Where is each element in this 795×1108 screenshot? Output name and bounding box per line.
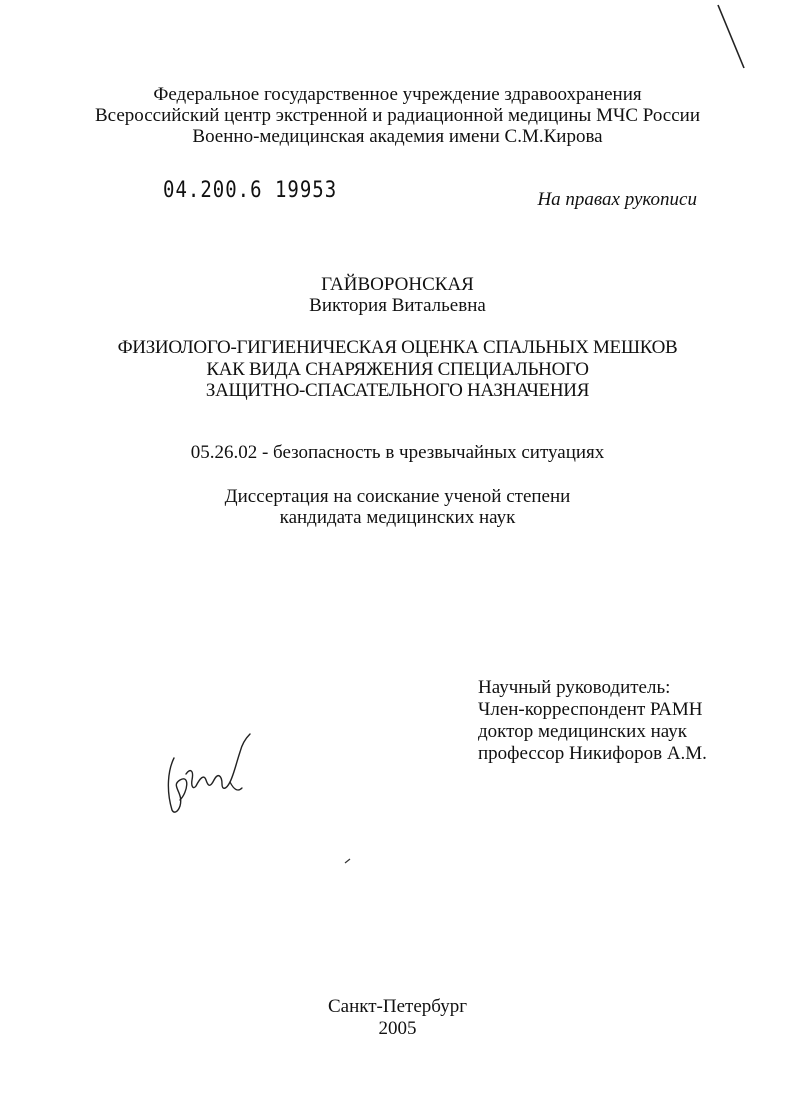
supervisor-role: Научный руководитель: — [478, 677, 671, 698]
thesis-title-line-2: КАК ВИДА СНАРЯЖЕНИЯ СПЕЦИАЛЬНОГО — [206, 359, 589, 380]
dissertation-line-2: кандидата медицинских наук — [279, 507, 516, 528]
institution-line-2: Всероссийский центр экстренной и радиационной медицины МЧС России — [94, 105, 701, 126]
rights-note: На правах рукописи — [537, 189, 697, 210]
institution-line-1: Федеральное государственное учреждение здравоохранения — [153, 84, 642, 105]
registration-stamp: 04.200.6 19953 — [163, 177, 338, 203]
dissertation-line-1: Диссертация на соискание ученой степени — [224, 486, 571, 507]
specialty-code: 05.26.02 - безопасность в чрезвычайных ситуациях — [190, 442, 605, 463]
thesis-title-line-1: ФИЗИОЛОГО-ГИГИЕНИЧЕСКАЯ ОЦЕНКА СПАЛЬНЫХ МЕШКОВ — [117, 337, 678, 358]
scan-mark-line — [715, 2, 755, 72]
author-given-names: Виктория Витальевна — [309, 295, 486, 316]
thesis-title-line-3: ЗАЩИТНО-СПАСАТЕЛЬНОГО НАЗНАЧЕНИЯ — [205, 380, 590, 401]
author-surname: ГАЙВОРОНСКАЯ — [321, 274, 474, 295]
institution-line-3: Военно-медицинская академия имени С.М.Кирова — [192, 126, 603, 147]
supervisor-name: профессор Никифоров А.М. — [478, 743, 707, 764]
supervisor-degree: доктор медицинских наук — [478, 721, 687, 742]
city: Санкт-Петербург — [327, 996, 467, 1017]
supervisor-rank: Член-корреспондент РАМН — [478, 699, 703, 720]
signature — [160, 730, 260, 820]
scan-speck — [344, 858, 352, 864]
year: 2005 — [378, 1018, 417, 1039]
supervisor-block — [478, 677, 707, 765]
